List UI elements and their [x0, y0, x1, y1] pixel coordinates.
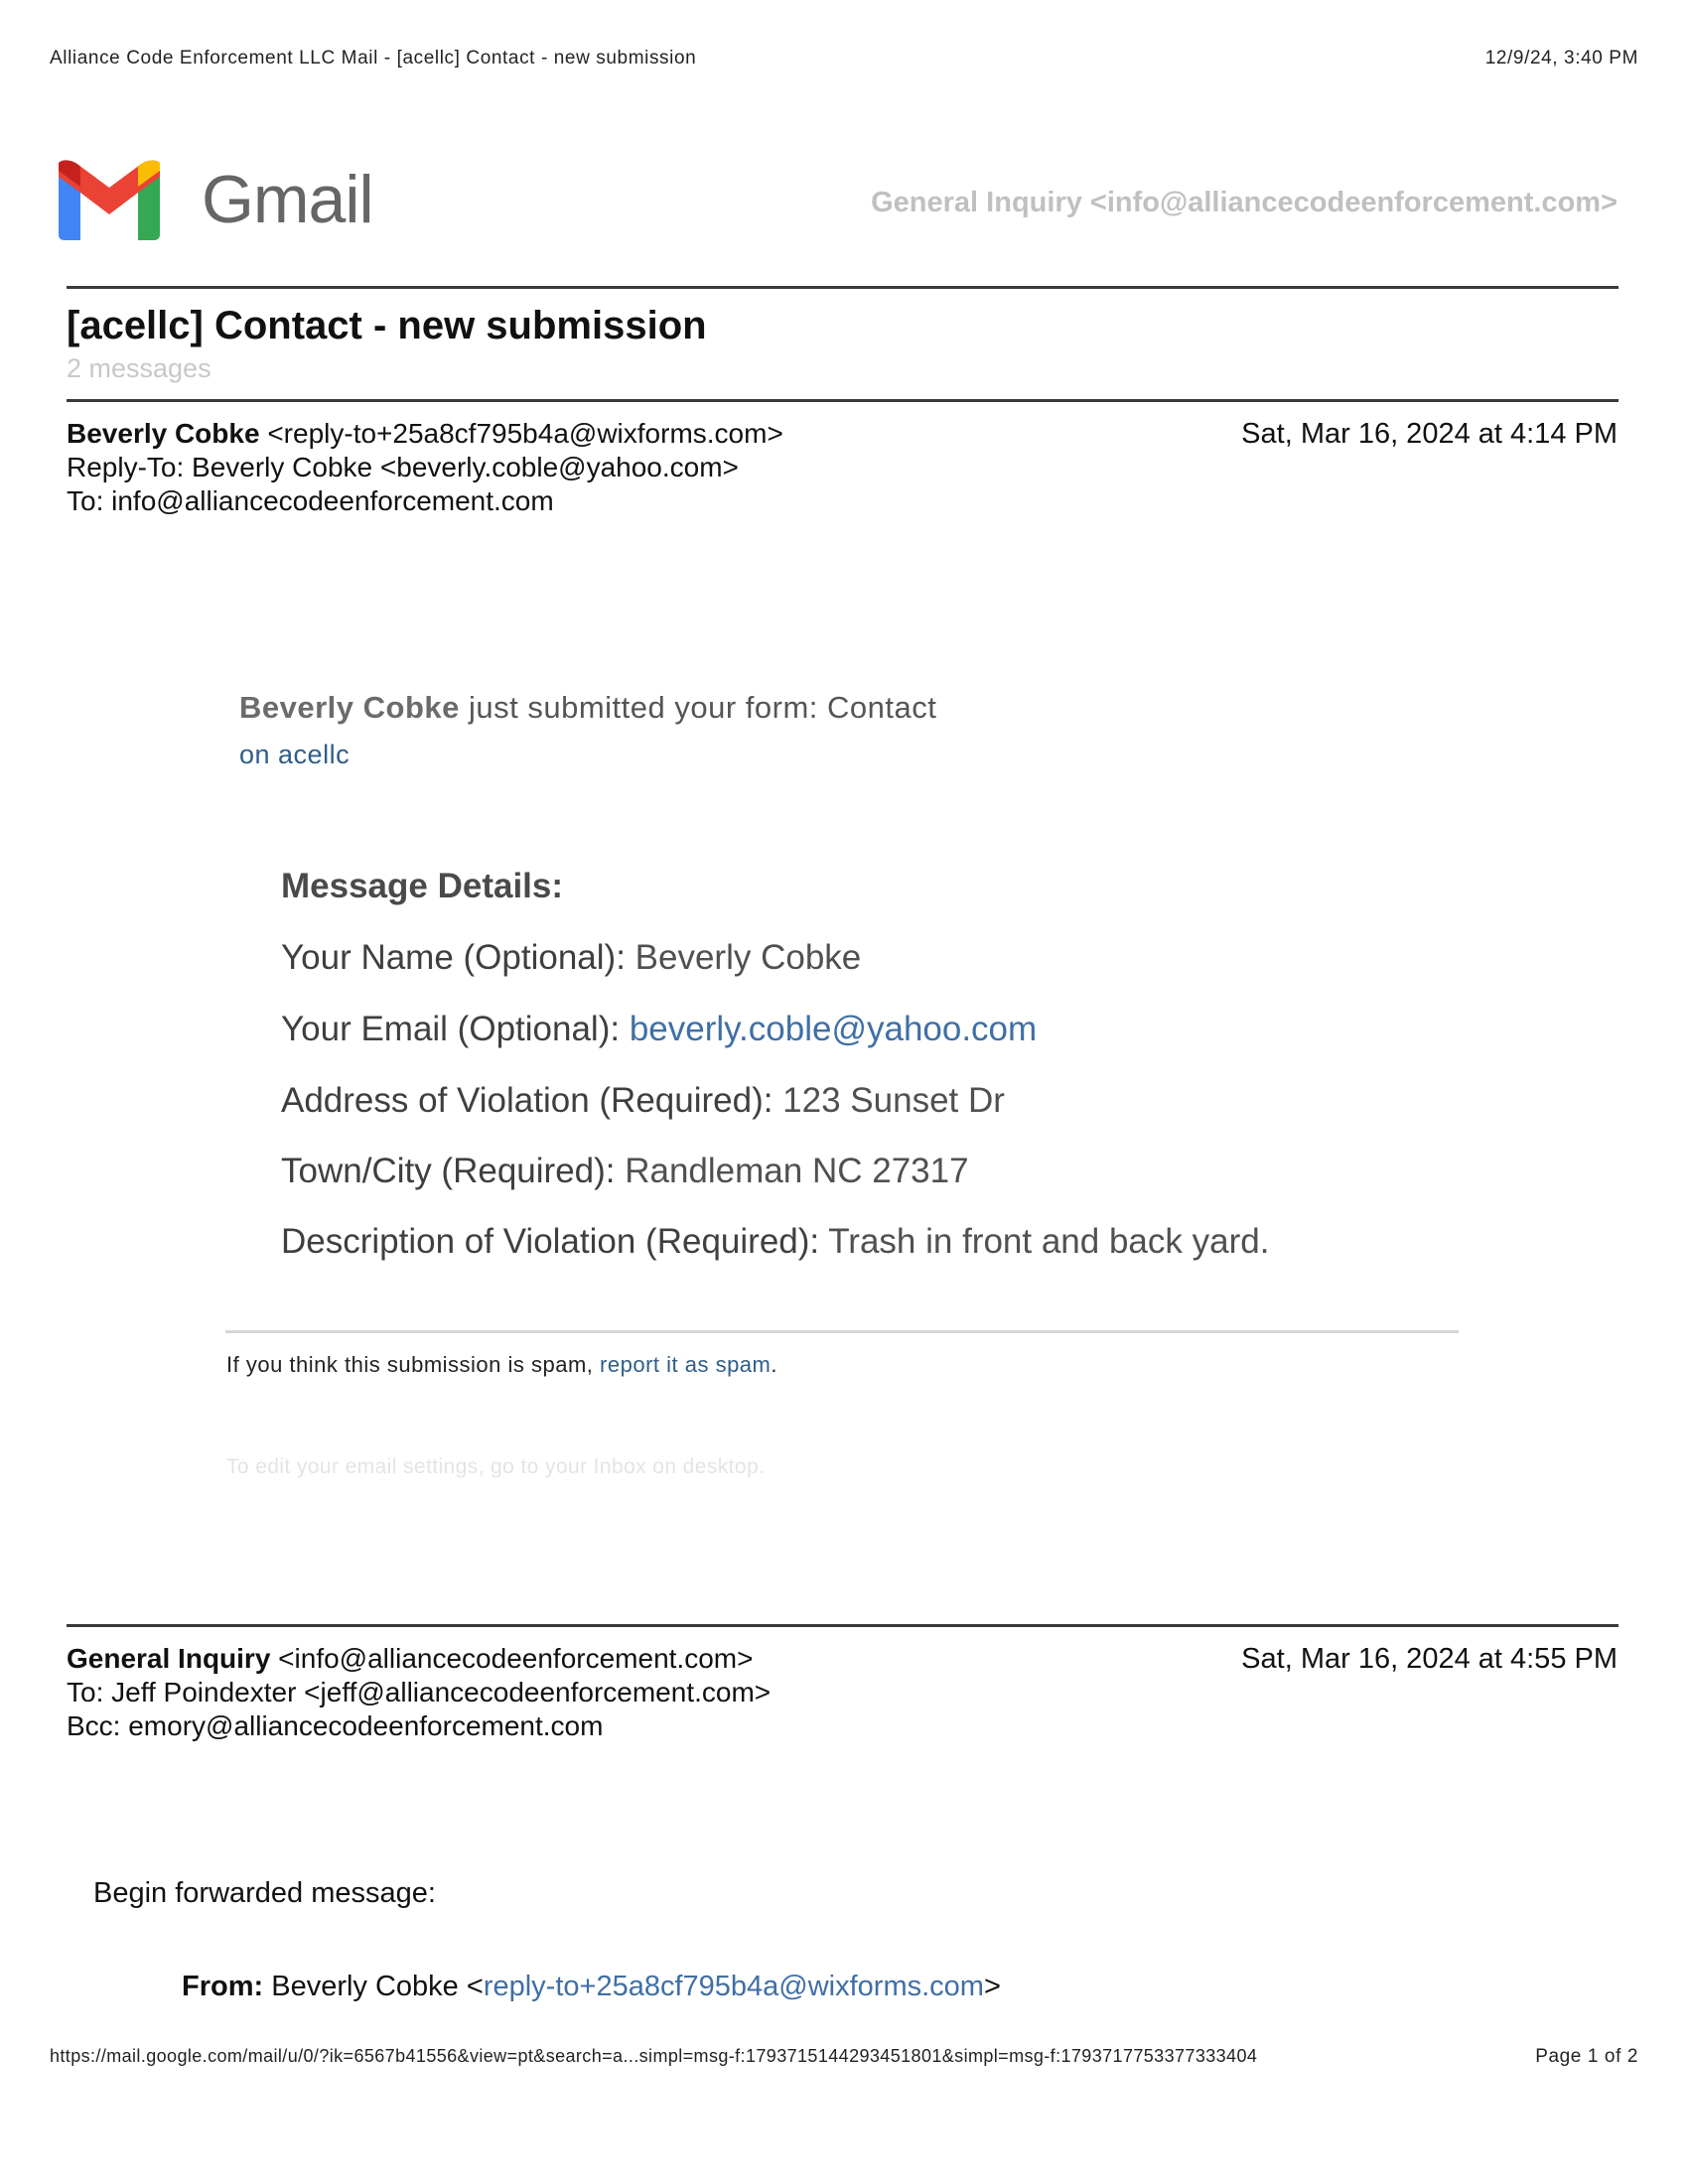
message2-date: Sat, Mar 16, 2024 at 4:55 PM — [1241, 1643, 1618, 1675]
intro-text: just submitted your form: Contact — [459, 690, 937, 725]
forward-label: Begin forwarded message: — [93, 1877, 436, 1909]
field-value: 123 Sunset Dr — [773, 1081, 1005, 1120]
report-spam-link[interactable]: report it as spam — [600, 1352, 772, 1377]
field-label: Address of Violation (Required): — [281, 1081, 774, 1120]
message1-header — [67, 417, 783, 518]
field-label: Your Email (Optional): — [281, 1010, 621, 1048]
forwarded-from-end: > — [983, 1971, 1001, 2002]
field-label: Town/City (Required): — [281, 1152, 616, 1190]
account-email: General Inquiry <info@alliancecodeenforcement.com> — [871, 187, 1618, 218]
sender-name: General Inquiry — [67, 1643, 271, 1674]
divider — [225, 1330, 1459, 1333]
gmail-wordmark: Gmail — [202, 162, 373, 237]
forwarded-from-label: From: — [182, 1971, 264, 2002]
intro-name: Beverly Cobke — [239, 690, 460, 725]
field-row — [281, 1081, 1005, 1121]
thread-subject: [acellc] Contact - new submission — [67, 304, 707, 347]
field-row — [281, 1222, 1269, 1262]
print-footer-url: https://mail.google.com/mail/u/0/?ik=6567b41556&view=pt&search=a...simpl=msg-f:1793715144293451801&simpl=msg-f:1793717753377333404 — [50, 2046, 1258, 2066]
divider — [67, 286, 1618, 289]
field-value: Trash in front and back yard. — [819, 1222, 1270, 1261]
spam-notice — [226, 1352, 777, 1378]
field-label: Your Name (Optional): — [281, 938, 626, 977]
message2-to: To: Jeff Poindexter <jeff@alliancecodeenforcement.com> — [67, 1677, 772, 1707]
message2-from — [67, 1642, 771, 1676]
forwarded-from-email-link[interactable]: reply-to+25a8cf795b4a@wixforms.com — [483, 1971, 984, 2002]
spam-text: If you think this submission is spam, — [226, 1352, 601, 1377]
message2-bcc: Bcc: emory@alliancecodeenforcement.com — [67, 1710, 604, 1741]
field-value: Randleman NC 27317 — [615, 1152, 969, 1190]
divider — [67, 399, 1618, 402]
site-link[interactable]: on acellc — [239, 740, 351, 769]
message1-date: Sat, Mar 16, 2024 at 4:14 PM — [1241, 418, 1618, 450]
forwarded-from — [182, 1971, 1001, 2003]
sender-address: <info@alliancecodeenforcement.com> — [270, 1643, 754, 1674]
sender-name: Beverly Cobke — [67, 418, 260, 449]
gmail-logo — [57, 157, 162, 247]
field-row — [281, 1010, 1037, 1049]
print-footer-page: Page 1 of 2 — [1535, 2046, 1638, 2067]
message1-to: To: info@alliancecodeenforcement.com — [67, 485, 554, 516]
details-title: Message Details: — [281, 867, 564, 905]
field-value: Beverly Cobke — [625, 938, 862, 977]
message1-from — [67, 417, 783, 451]
print-header-datetime: 12/9/24, 3:40 PM — [1484, 48, 1638, 68]
message1-reply-to: Reply-To: Beverly Cobke <beverly.coble@yahoo.com> — [67, 452, 739, 482]
message-count: 2 messages — [67, 353, 211, 383]
print-header-title: Alliance Code Enforcement LLC Mail - [acellc] Contact - new submission — [50, 48, 697, 68]
divider — [67, 1624, 1618, 1627]
email-link[interactable]: beverly.coble@yahoo.com — [620, 1010, 1038, 1048]
submission-intro — [239, 690, 936, 726]
field-label: Description of Violation (Required): — [281, 1222, 820, 1261]
forwarded-from-name: Beverly Cobke < — [263, 1971, 484, 2002]
message2-header — [67, 1642, 771, 1743]
field-row — [281, 938, 861, 978]
gmail-m-icon — [57, 157, 162, 242]
sender-address: <reply-to+25a8cf795b4a@wixforms.com> — [259, 418, 783, 449]
field-row — [281, 1152, 969, 1191]
settings-note: To edit your email settings, go to your Inbox on desktop. — [226, 1455, 766, 1478]
spam-end: . — [771, 1352, 777, 1377]
